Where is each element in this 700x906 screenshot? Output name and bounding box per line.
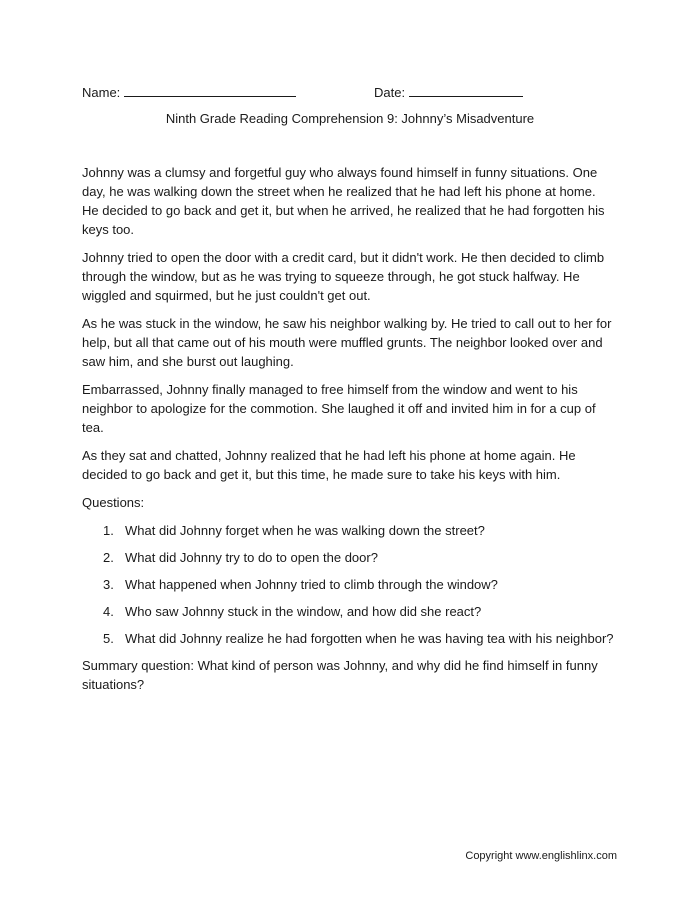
copyright-footer: Copyright www.englishlinx.com xyxy=(465,850,617,862)
question-text: What did Johnny forget when he was walking down the street? xyxy=(125,523,485,538)
question-number: 5. xyxy=(103,631,114,646)
worksheet-title: Ninth Grade Reading Comprehension 9: Johnny’s Misadventure xyxy=(165,111,535,126)
passage-paragraph: Embarrassed, Johnny finally managed to free himself from the window and went to his neighbor to apologize for the commotion. She laughed it off and invited him in for a cup of tea. xyxy=(82,382,596,435)
passage-paragraph: As he was stuck in the window, he saw his neighbor walking by. He tried to call out to her for help, but all that came out of his mouth were muffled grunts. The neighbor looked over and saw him, and she burst out laughing. xyxy=(82,316,612,369)
question-item xyxy=(82,629,612,648)
question-item xyxy=(82,548,612,567)
date-label: Date: xyxy=(374,85,406,100)
question-item xyxy=(82,575,612,594)
name-label: Name: xyxy=(82,85,121,100)
question-number: 4. xyxy=(103,604,114,619)
date-field xyxy=(374,84,523,100)
name-blank-line[interactable] xyxy=(124,84,296,97)
question-text: What did Johnny realize he had forgotten when he was having tea with his neighbor? xyxy=(125,631,614,646)
question-item xyxy=(82,602,612,621)
passage-paragraph: Johnny was a clumsy and forgetful guy who always found himself in funny situations. One day, he was walking down the street when he realized that he had left his phone at home. He decided to go back and get it, but when he arrived, he realized that he had forgotten his keys too. xyxy=(82,165,605,237)
question-item xyxy=(82,521,612,540)
question-number: 2. xyxy=(103,550,114,565)
question-text: Who saw Johnny stuck in the window, and how did she react? xyxy=(125,604,482,619)
question-text: What happened when Johnny tried to climb through the window? xyxy=(125,577,498,592)
name-field xyxy=(82,84,296,100)
questions-heading: Questions: xyxy=(82,495,145,510)
passage-paragraph: Johnny tried to open the door with a credit card, but it didn't work. He then decided to climb through the window, but as he was trying to squeeze through, he got stuck halfway. He wiggled and squirmed, but he just couldn't get out. xyxy=(82,250,605,303)
reading-passage xyxy=(82,163,612,703)
summary-question: Summary question: What kind of person was Johnny, and why did he find himself in funny situations? xyxy=(82,658,598,692)
date-blank-line[interactable] xyxy=(409,84,523,97)
passage-paragraph: As they sat and chatted, Johnny realized that he had left his phone at home again. He decided to go back and get it, but this time, he made sure to take his keys with him. xyxy=(82,448,576,482)
questions-list xyxy=(82,521,612,648)
question-text: What did Johnny try to do to open the door? xyxy=(125,550,378,565)
question-number: 1. xyxy=(103,523,114,538)
question-number: 3. xyxy=(103,577,114,592)
